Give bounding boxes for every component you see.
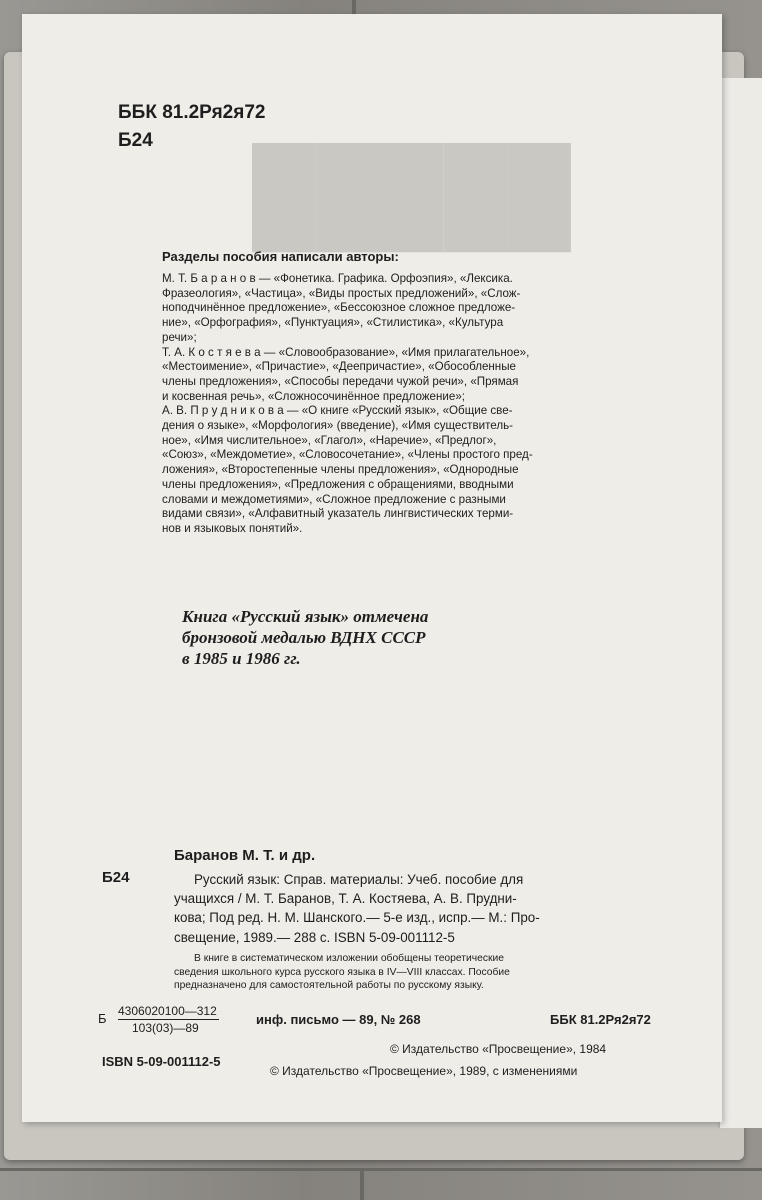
- authors-line: дения о языке», «Морфология» (введение), «Имя существитель-: [162, 419, 514, 433]
- catalog-fraction: [118, 1004, 219, 1035]
- facing-page-edge: [718, 78, 762, 1128]
- fraction-denominator: 103(03)—89: [132, 1021, 199, 1035]
- bibliographic-record: [174, 870, 674, 947]
- fraction-numerator: 4306020100—312: [118, 1004, 217, 1018]
- authors-line: ноподчинённое предложение», «Бессоюзное сложное предложе-: [162, 301, 516, 315]
- authors-line: члены предложения», «Способы передачи чужой речи», «Прямая: [162, 374, 519, 388]
- abstract-line: предназначено для самостоятельной работы по русскому языку.: [174, 980, 484, 992]
- catalog-author-line: Баранов М. Т. и др.: [174, 847, 316, 864]
- authors-line: ложения», «Второстепенные члены предложения», «Однородные: [162, 463, 519, 477]
- copyright-line: © Издательство «Просвещение», 1989, с изменениями: [270, 1064, 578, 1078]
- authors-line: «Союз», «Междометие», «Словосочетание», «Члены простого пред-: [162, 448, 533, 462]
- authors-line: словами и междометиями», «Сложное предложение с разными: [162, 492, 506, 506]
- authors-line: А. В. П р у д н и к о в а — «О книге «Русский язык», «Общие све-: [162, 404, 513, 418]
- authors-heading: Разделы пособия написали авторы:: [162, 249, 399, 264]
- authors-line: и косвенная речь», «Сложносочинённое предложение»;: [162, 389, 465, 403]
- copyright-line: © Издательство «Просвещение», 1984: [390, 1042, 607, 1056]
- biblio-line: кова; Под ред. Н. М. Шанского.— 5-е изд., испр.— М.: Про-: [174, 910, 540, 926]
- info-letter: инф. письмо — 89, № 268: [256, 1012, 421, 1027]
- isbn: ISBN 5-09-001112-5: [102, 1054, 221, 1069]
- authors-line: ное», «Имя числительное», «Глагол», «Наречие», «Предлог»,: [162, 433, 497, 447]
- book-abstract: [174, 952, 674, 993]
- show-through-shadow: █████: [252, 146, 571, 245]
- authors-line: речи»;: [162, 330, 197, 344]
- authors-line: Т. А. К о с т я е в а — «Словообразование», «Имя прилагательное»,: [162, 345, 530, 359]
- biblio-line: Русский язык: Справ. материалы: Учеб. пособие для: [194, 872, 524, 887]
- bbk-code-bottom: ББК 81.2Ря2я72: [550, 1012, 651, 1027]
- authors-line: ние», «Орфография», «Пунктуация», «Стилистика», «Культура: [162, 316, 504, 330]
- authors-line: «Местоимение», «Причастие», «Деепричастие», «Обособленные: [162, 360, 516, 374]
- authors-line: нов и языковых понятий».: [162, 521, 303, 535]
- catalog-index-code: Б24: [102, 869, 130, 886]
- abstract-line: сведения школьного курса русского языка в IV—VIII классах. Пособие: [174, 966, 510, 978]
- award-line: Книга «Русский язык» отмечена: [182, 607, 429, 626]
- author-index-code: Б24: [118, 130, 153, 151]
- biblio-line: свещение, 1989.— 288 с. ISBN 5-09-001112-5: [174, 929, 455, 945]
- authors-line: видами связи», «Алфавитный указатель лингвистических терми-: [162, 507, 514, 521]
- tile-seam: [360, 1168, 364, 1200]
- tile-seam: [0, 1168, 762, 1171]
- authors-line: М. Т. Б а р а н о в — «Фонетика. Графика. Орфоэпия», «Лексика.: [162, 272, 513, 285]
- biblio-line: учащихся / М. Т. Баранов, Т. А. Костяева, А. В. Прудни-: [174, 891, 517, 907]
- award-line: бронзовой медалью ВДНХ СССР: [182, 628, 426, 647]
- award-note: [182, 606, 428, 669]
- award-line: в 1985 и 1986 гг.: [182, 649, 301, 668]
- authors-line: члены предложения», «Предложения с обращениями, вводными: [162, 477, 514, 491]
- title-verso-page: [22, 14, 722, 1122]
- bbk-code: ББК 81.2Ря2я72: [118, 102, 266, 123]
- authors-line: Фразеология», «Частица», «Виды простых предложений», «Слож-: [162, 286, 521, 300]
- abstract-line: В книге в систематическом изложении обобщены теоретические: [194, 953, 504, 964]
- catalog-letter: Б: [98, 1011, 107, 1026]
- authors-list: [162, 272, 682, 537]
